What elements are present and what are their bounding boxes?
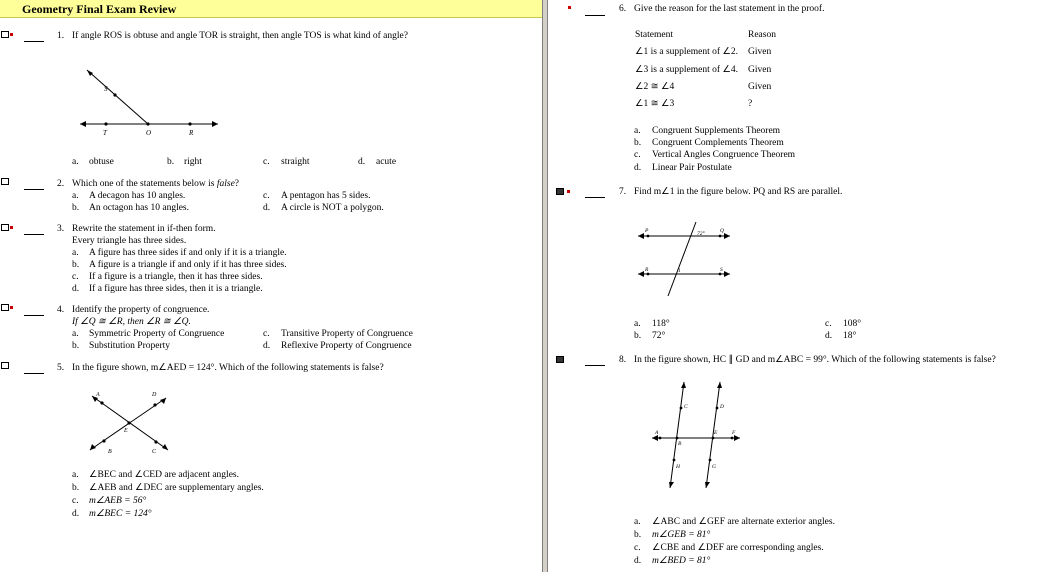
q8-label-a: A (655, 430, 659, 436)
q2-choice-d-letter: d. (263, 203, 271, 213)
q7-choice-a-letter: a. (634, 319, 641, 329)
question-4-number: 4. (57, 305, 65, 315)
q5-label-c: C (152, 449, 157, 455)
q4-choice-a-letter: a. (72, 329, 79, 339)
q4-choice-b-letter: b. (72, 341, 80, 351)
q7-choice-b[interactable]: 72° (652, 331, 666, 341)
q8-label-g: G (712, 464, 716, 470)
question-marker-icon[interactable] (1, 304, 9, 311)
q5-choice-b[interactable]: ∠AEB and ∠DEC are supplementary angles. (89, 483, 264, 493)
q8-choice-d-letter: d. (634, 556, 642, 566)
q6-choice-a-letter: a. (634, 126, 641, 136)
q1-choice-c-letter: c. (263, 157, 270, 167)
q5-choice-d[interactable]: m∠BEC = 124° (89, 509, 152, 519)
q1-choice-d-letter: d. (358, 157, 366, 167)
question-marker-icon[interactable] (1, 31, 9, 38)
q2-choice-d[interactable]: A circle is NOT a polygon. (281, 203, 384, 213)
q1-label-t: T (103, 129, 107, 137)
q3-choice-d[interactable]: If a figure has three sides, then it is a triangle. (89, 284, 263, 294)
q8-choice-b[interactable]: m∠GEB = 81° (652, 530, 711, 540)
q1-choice-b[interactable]: right (184, 157, 202, 167)
q8-label-f: F (732, 430, 736, 436)
answer-blank-4[interactable] (24, 314, 44, 316)
question-8-number: 8. (619, 355, 627, 365)
q6-choice-a[interactable]: Congruent Supplements Theorem (652, 126, 781, 136)
q8-label-d: D (720, 404, 724, 410)
q3-choice-b-letter: b. (72, 260, 80, 270)
question-3-text: Rewrite the statement in if-then form. (72, 224, 216, 234)
q5-choice-c-letter: c. (72, 496, 79, 506)
q8-label-b: B (678, 441, 682, 447)
q2-choice-b[interactable]: An octagon has 10 angles. (89, 203, 189, 213)
answer-blank-8[interactable] (585, 364, 605, 366)
q5-choice-d-letter: d. (72, 509, 80, 519)
q1-choice-c[interactable]: straight (281, 157, 310, 167)
q4-choice-d-letter: d. (263, 341, 271, 351)
question-4-subtext: If ∠Q ≅ ∠R, then ∠R ≅ ∠Q. (72, 317, 191, 327)
document-title-bar (0, 0, 542, 18)
q1-label-s: S (104, 85, 108, 93)
q5-choice-a[interactable]: ∠BEC and ∠CED are adjacent angles. (89, 470, 239, 480)
question-2-text: Which one of the statements below is false? (72, 179, 240, 189)
q4-choice-c[interactable]: Transitive Property of Congruence (281, 329, 413, 339)
question-5-number: 5. (57, 363, 65, 373)
q1-label-o: O (146, 129, 152, 137)
q3-choice-a-letter: a. (72, 248, 79, 258)
question-marker-icon[interactable] (1, 224, 9, 231)
answer-blank-5[interactable] (24, 372, 44, 374)
question-2-number: 2. (57, 179, 65, 189)
q3-choice-d-letter: d. (72, 284, 80, 294)
q7-choice-b-letter: b. (634, 331, 642, 341)
question-6-number: 6. (619, 4, 627, 14)
answer-blank-6[interactable] (585, 14, 605, 16)
q6-choice-c-letter: c. (634, 150, 641, 160)
q7-choice-c[interactable]: 108° (843, 319, 862, 329)
question-1-number: 1. (57, 31, 65, 41)
q8-label-e: E (714, 430, 718, 436)
q3-choice-c[interactable]: If a figure is a triangle, then it has three sides. (89, 272, 263, 282)
question-flag-icon (10, 226, 13, 229)
q8-choice-a-letter: a. (634, 517, 641, 527)
q7-label-q: Q (720, 228, 724, 234)
proof-statement-3: ∠2 ≅ ∠4 (635, 82, 675, 92)
proof-statement-2: ∠3 is a supplement of ∠4. (635, 65, 739, 75)
question-7-text: Find m∠1 in the figure below. PQ and RS are parallel. (634, 187, 843, 197)
q7-label-p: P (645, 228, 649, 234)
q6-choice-b-letter: b. (634, 138, 642, 148)
q6-choice-d-letter: d. (634, 163, 642, 173)
question-5-text: In the figure shown, m∠AED = 124°. Which of the following statements is false? (72, 363, 384, 373)
proof-reason-3: Given (748, 82, 772, 92)
question-flag-icon (568, 6, 571, 9)
q5-label-b: B (108, 449, 112, 455)
q3-choice-b[interactable]: A figure is a triangle if and only if it has three sides. (89, 260, 287, 270)
q4-choice-d[interactable]: Reflexive Property of Congruence (281, 341, 412, 351)
proof-header-reason: Reason (748, 30, 776, 40)
q2-choice-a-letter: a. (72, 191, 79, 201)
q5-label-d: D (152, 392, 157, 398)
q7-choice-d-letter: d. (825, 331, 833, 341)
q7-parallel-lines-figure (636, 220, 736, 300)
question-6-text: Give the reason for the last statement in the proof. (634, 4, 825, 14)
proof-header-statement: Statement (635, 30, 673, 40)
q4-choice-b[interactable]: Substitution Property (89, 341, 171, 351)
q1-choice-a-letter: a. (72, 157, 79, 167)
q6-choice-b[interactable]: Congruent Complements Theorem (652, 138, 784, 148)
answer-blank-3[interactable] (24, 233, 44, 235)
right-page-pane[interactable] (548, 0, 1051, 572)
q7-choice-d[interactable]: 18° (843, 331, 857, 341)
question-flag-icon (567, 190, 570, 193)
q8-choice-a[interactable]: ∠ABC and ∠GEF are alternate exterior angles. (652, 517, 835, 527)
q2-choice-c[interactable]: A pentagon has 5 sides. (281, 191, 371, 201)
proof-statement-4: ∠1 ≅ ∠3 (635, 99, 675, 109)
q5-label-a: A (96, 392, 100, 398)
question-flag-icon (10, 33, 13, 36)
proof-statement-1: ∠1 is a supplement of ∠2. (635, 47, 739, 57)
q3-choice-c-letter: c. (72, 272, 79, 282)
q7-label-s: S (720, 267, 723, 273)
q1-choice-a[interactable]: obtuse (89, 157, 114, 167)
q7-choice-c-letter: c. (825, 319, 832, 329)
question-marker-icon[interactable] (1, 178, 9, 185)
q6-choice-d[interactable]: Linear Pair Postulate (652, 163, 732, 173)
q1-label-r: R (189, 129, 194, 137)
q8-choice-c[interactable]: ∠CBE and ∠DEF are corresponding angles. (652, 543, 824, 553)
question-marker-icon[interactable] (556, 188, 564, 195)
question-1-text: If angle ROS is obtuse and angle TOR is straight, then angle TOS is what kind of angle? (72, 31, 408, 41)
q8-label-c: C (684, 404, 688, 410)
q4-choice-a[interactable]: Symmetric Property of Congruence (89, 329, 225, 339)
question-3-subtext: Every triangle has three sides. (72, 236, 187, 246)
q8-choice-d[interactable]: m∠BED = 81° (652, 556, 711, 566)
q8-parallel-transversal-figure (650, 378, 746, 492)
answer-blank-7[interactable] (585, 196, 605, 198)
question-marker-icon[interactable] (1, 362, 9, 369)
q5-intersecting-lines-figure (82, 386, 178, 458)
question-7-number: 7. (619, 187, 627, 197)
q6-choice-c[interactable]: Vertical Angles Congruence Theorem (652, 150, 796, 160)
question-marker-icon[interactable] (556, 356, 564, 363)
q8-label-h: H (676, 464, 680, 470)
question-flag-icon (10, 306, 13, 309)
question-4-text: Identify the property of congruence. (72, 305, 210, 315)
q1-choice-b-letter: b. (167, 157, 175, 167)
q8-choice-b-letter: b. (634, 530, 642, 540)
answer-blank-2[interactable] (24, 188, 44, 190)
answer-blank-1[interactable] (24, 40, 44, 42)
q7-choice-a[interactable]: 118° (652, 319, 670, 329)
q4-choice-c-letter: c. (263, 329, 270, 339)
proof-reason-2: Given (748, 65, 772, 75)
q5-choice-b-letter: b. (72, 483, 80, 493)
q3-choice-a[interactable]: A figure has three sides if and only if it is a triangle. (89, 248, 287, 258)
q5-choice-c[interactable]: m∠AEB = 56° (89, 496, 147, 506)
q1-angle-figure (70, 62, 230, 140)
q7-angle-label: 72° (697, 231, 705, 237)
document-title: Geometry Final Exam Review (22, 2, 177, 16)
q7-label-1: 1 (678, 268, 681, 274)
q2-choice-c-letter: c. (263, 191, 270, 201)
q5-label-e: E (124, 428, 128, 434)
q5-choice-a-letter: a. (72, 470, 79, 480)
q1-choice-d[interactable]: acute (376, 157, 397, 167)
q2-choice-a[interactable]: A decagon has 10 angles. (89, 191, 186, 201)
proof-reason-1: Given (748, 47, 772, 57)
q7-label-r: R (645, 267, 649, 273)
question-8-text: In the figure shown, HC ∥ GD and m∠ABC = 99°. Which of the following statements is false? (634, 355, 996, 365)
proof-reason-4: ? (748, 99, 753, 109)
q2-choice-b-letter: b. (72, 203, 80, 213)
question-3-number: 3. (57, 224, 65, 234)
q8-choice-c-letter: c. (634, 543, 641, 553)
